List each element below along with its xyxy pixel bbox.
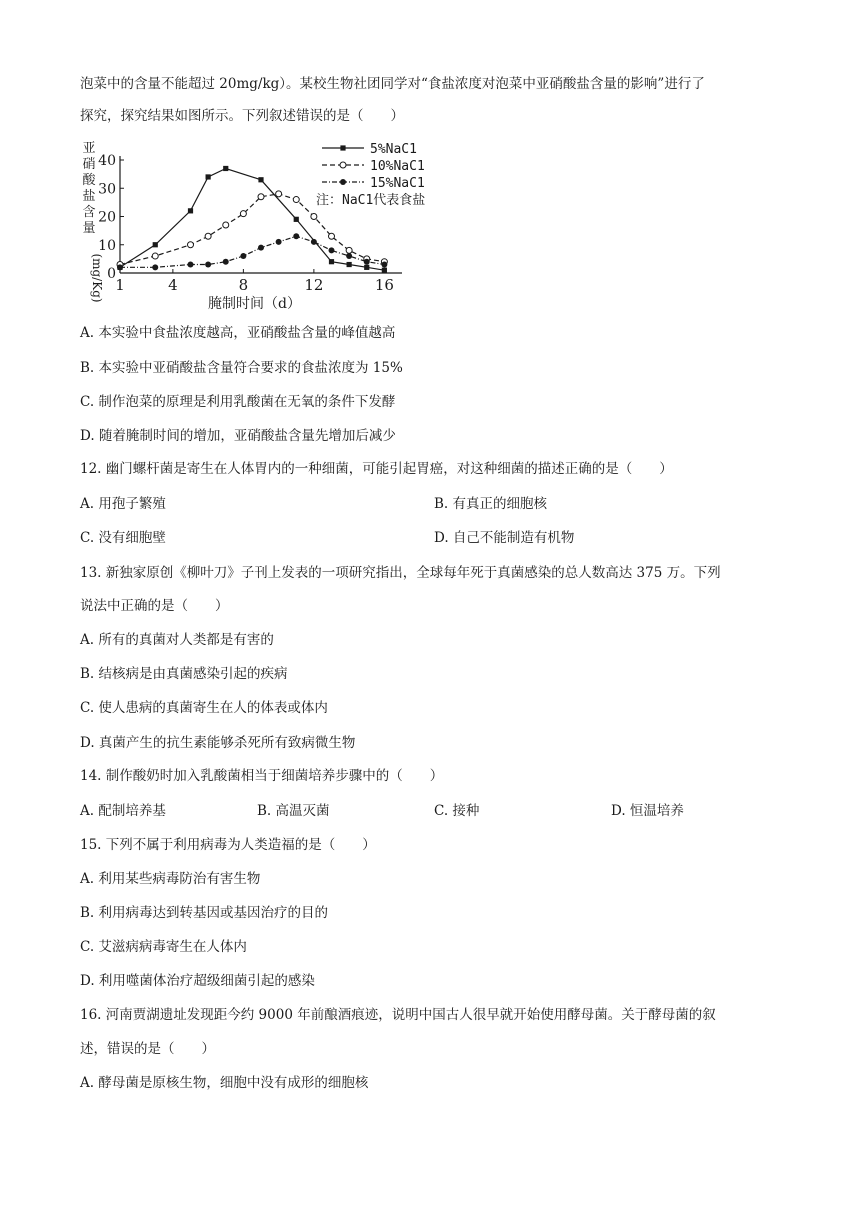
open-circle-marker xyxy=(152,253,158,259)
q11-option-b: B. 本实验中亚硝酸盐含量符合要求的食盐浓度为 15% xyxy=(80,360,403,376)
filled-circle-marker xyxy=(293,233,299,239)
q12-option-b: B. 有真正的细胞核 xyxy=(434,496,548,512)
filled-circle-marker xyxy=(205,262,211,268)
y-axis-label-char: 亚 xyxy=(82,141,96,156)
q14-option-b: B. 高温灭菌 xyxy=(257,803,330,819)
q16-stem-line-1: 16. 河南贾湖遗址发现距今约 9000 年前酿酒痕迹，说明中国古人很早就开始使用酵母菌。关于酵母菌的叙 xyxy=(80,1007,716,1023)
x-axis-label: 腌制时间（d） xyxy=(208,296,301,312)
filled-circle-marker xyxy=(240,253,246,259)
x-tick-label: 4 xyxy=(168,276,178,294)
q12-option-a: A. 用孢子繁殖 xyxy=(80,496,166,512)
open-circle-marker xyxy=(329,233,335,239)
q13-option-a: A. 所有的真菌对人类都是有害的 xyxy=(80,632,274,648)
q16-stem-line-2: 述，错误的是（ ） xyxy=(80,1041,215,1057)
open-circle-marker xyxy=(240,211,246,217)
chart-legend xyxy=(322,142,425,191)
square-marker xyxy=(294,217,299,222)
filled-circle-marker xyxy=(311,239,317,245)
q13-stem-line-2: 说法中正确的是（ ） xyxy=(80,598,229,614)
filled-circle-marker xyxy=(364,259,370,265)
square-marker xyxy=(206,174,211,179)
q13-stem-line-1: 13. 新独家原创《柳叶刀》子刊上发表的一项研究指出，全球每年死于真菌感染的总人数高达 375 万。下列 xyxy=(80,565,721,581)
square-marker xyxy=(364,265,369,270)
q16-option-a: A. 酵母菌是原核生物，细胞中没有成形的细胞核 xyxy=(80,1075,369,1091)
q15-option-d: D. 利用噬菌体治疗超级细菌引起的感染 xyxy=(80,973,315,989)
filled-circle-marker xyxy=(188,262,194,268)
open-circle-marker xyxy=(223,222,229,228)
filled-circle-marker xyxy=(340,179,346,185)
q12-stem: 12. 幽门螺杆菌是寄生在人体胃内的一种细菌，可能引起胃癌，对这种细菌的描述正确的是（ ） xyxy=(80,461,673,477)
q14-option-c: C. 接种 xyxy=(434,803,480,819)
q11-option-c: C. 制作泡菜的原理是利用乳酸菌在无氧的条件下发酵 xyxy=(80,394,396,410)
q14-option-d: D. 恒温培养 xyxy=(611,803,684,819)
q15-option-b: B. 利用病毒达到转基因或基因治疗的目的 xyxy=(80,905,329,921)
chart-axes xyxy=(98,153,402,294)
x-tick-label: 1 xyxy=(115,276,125,294)
q11-option-a: A. 本实验中食盐浓度越高，亚硝酸盐含量的峰值越高 xyxy=(80,325,396,341)
square-marker xyxy=(382,268,387,273)
q15-stem: 15. 下列不属于利用病毒为人类造福的是（ ） xyxy=(80,837,376,853)
open-circle-marker xyxy=(346,247,352,253)
q14-stem: 14. 制作酸奶时加入乳酸菌相当于细菌培养步骤中的（ ） xyxy=(80,768,444,784)
legend-label: 10%NaC1 xyxy=(370,159,425,174)
q14-option-a: A. 配制培养基 xyxy=(80,803,166,819)
y-tick-label: 0 xyxy=(107,266,116,282)
square-marker xyxy=(329,259,334,264)
x-tick-label: 12 xyxy=(304,276,324,294)
y-axis-label-char: 盐 xyxy=(82,189,96,204)
y-axis-label-char: 硝 xyxy=(82,157,96,172)
nitrite-line-chart xyxy=(76,138,476,313)
y-tick-label: 30 xyxy=(98,181,116,198)
intro-line-1: 泡菜中的含量不能超过 20mg/kg）。某校生物社团同学对“食盐浓度对泡菜中亚硝酸盐含量的影响”进行了 xyxy=(80,76,705,92)
y-tick-label: 40 xyxy=(98,153,116,169)
open-circle-marker xyxy=(340,162,346,168)
x-tick-label: 16 xyxy=(374,276,394,294)
y-axis-label-char: 含 xyxy=(82,205,96,220)
x-tick-label: 8 xyxy=(238,276,249,294)
open-circle-marker xyxy=(205,233,211,239)
square-marker xyxy=(347,262,352,267)
open-circle-marker xyxy=(188,242,194,248)
open-circle-marker xyxy=(258,194,264,200)
q11-option-d: D. 随着腌制时间的增加，亚硝酸盐含量先增加后减少 xyxy=(80,428,396,444)
square-marker xyxy=(153,242,158,247)
q15-option-a: A. 利用某些病毒防治有害生物 xyxy=(80,871,261,887)
chart-note: 注：NaC1代表食盐 xyxy=(316,193,426,208)
filled-circle-marker xyxy=(381,262,387,268)
y-axis-label-char: 酸 xyxy=(82,173,96,188)
filled-circle-marker xyxy=(152,264,158,270)
legend-label: 5%NaC1 xyxy=(370,142,417,157)
filled-circle-marker xyxy=(276,239,282,245)
y-axis-label-char: 量 xyxy=(82,221,96,236)
q13-option-c: C. 使人患病的真菌寄生在人的体表或体内 xyxy=(80,700,328,716)
intro-line-2: 探究，探究结果如图所示。下列叙述错误的是（ ） xyxy=(80,108,404,124)
filled-circle-marker xyxy=(258,245,264,251)
open-circle-marker xyxy=(311,214,317,220)
filled-circle-marker xyxy=(346,253,352,259)
legend-label: 15%NaC1 xyxy=(370,176,425,191)
q12-option-c: C. 没有细胞壁 xyxy=(80,530,166,546)
q13-option-d: D. 真菌产生的抗生素能够杀死所有致病微生物 xyxy=(80,735,356,751)
y-tick-label: 10 xyxy=(98,237,116,254)
y-axis-label-unit: (mg/Kg) xyxy=(90,253,104,303)
square-marker xyxy=(340,145,345,150)
filled-circle-marker xyxy=(223,259,229,265)
q15-option-c: C. 艾滋病病毒寄生在人体内 xyxy=(80,939,247,955)
filled-circle-marker xyxy=(117,264,123,270)
y-tick-label: 20 xyxy=(98,209,116,226)
square-marker xyxy=(223,166,228,171)
open-circle-marker xyxy=(293,197,299,203)
q13-option-b: B. 结核病是由真菌感染引起的疾病 xyxy=(80,666,288,682)
q12-option-d: D. 自己不能制造有机物 xyxy=(434,530,575,546)
filled-circle-marker xyxy=(329,247,335,253)
open-circle-marker xyxy=(276,191,282,197)
square-marker xyxy=(258,177,263,182)
square-marker xyxy=(188,208,193,213)
